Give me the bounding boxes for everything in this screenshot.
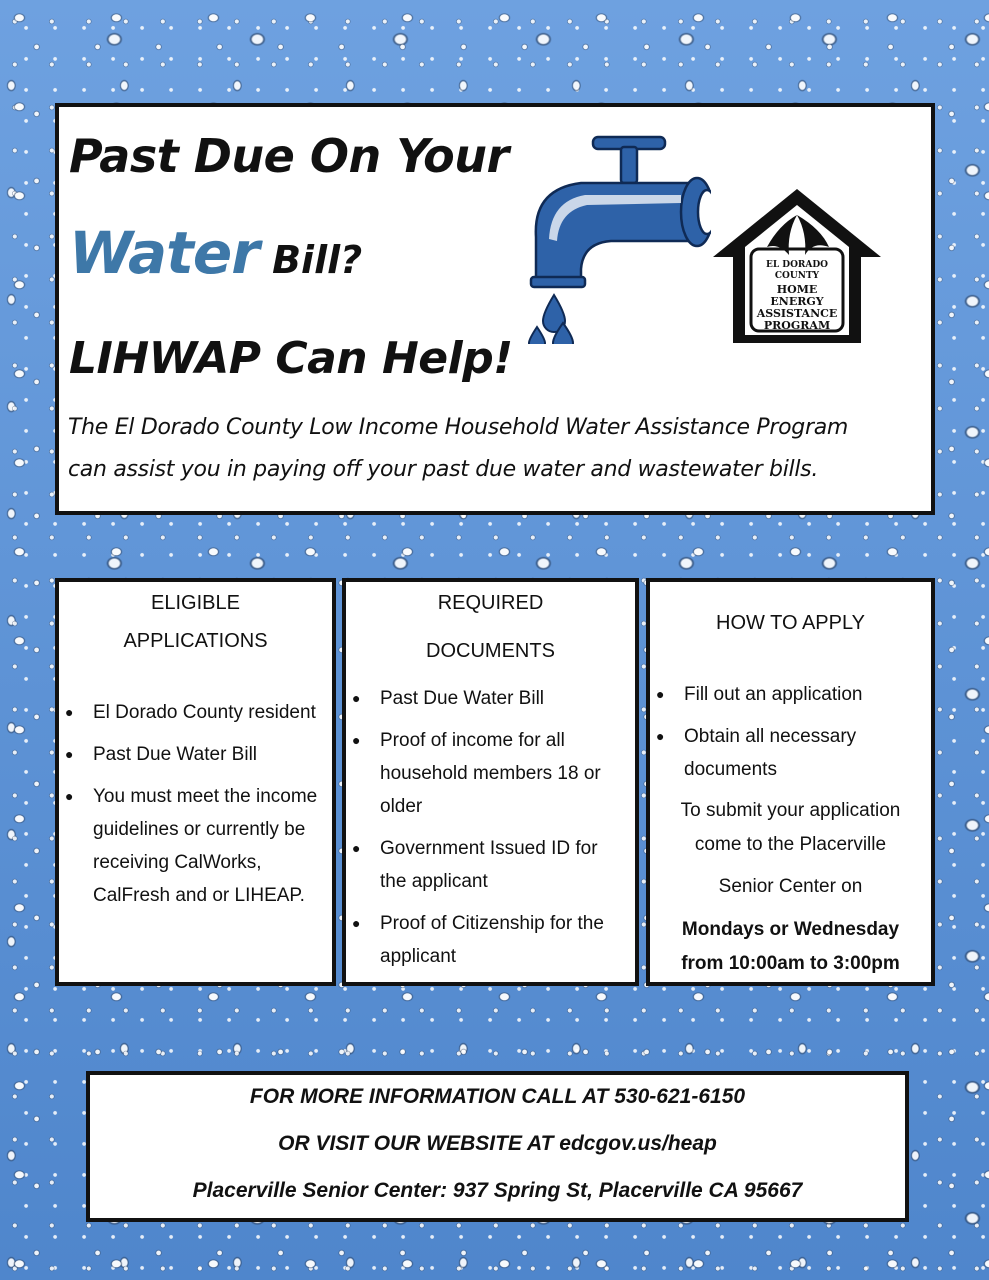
apply-item: ● Obtain all necessary documents [650, 720, 931, 786]
required-item: ● Government Issued ID for the applicant [346, 832, 635, 898]
faucet-icon [521, 129, 711, 344]
required-list [346, 682, 635, 982]
required-box [342, 578, 639, 986]
eligible-title-line-1: ELIGIBLE [151, 592, 240, 614]
submit-line-3: Senior Center on [718, 876, 863, 897]
eligible-item: ● You must meet the income guidelines or currently be receiving CalWorks, CalFresh and or LIHEAP. [59, 780, 332, 912]
submit-line-1: To submit your application [680, 800, 901, 821]
logo-text-5: ASSISTANCE [756, 307, 838, 320]
eligible-list [59, 696, 332, 921]
apply-days: Mondays or Wednesday [681, 919, 900, 940]
bullet-icon: ● [352, 915, 361, 931]
bullet-icon: ● [65, 788, 74, 804]
apply-item: ● Fill out an application [650, 678, 931, 711]
bullet-icon: ● [352, 690, 361, 706]
eligible-item: ● El Dorado County resident [59, 696, 332, 729]
bill-word: Bill? [272, 238, 363, 282]
apply-box [646, 578, 935, 986]
intro-text [68, 407, 928, 491]
eligible-title-line-2: APPLICATIONS [123, 630, 268, 652]
bullet-icon: ● [65, 746, 74, 762]
bullet-icon: ● [656, 728, 665, 744]
eligible-item: ● Past Due Water Bill [59, 738, 332, 771]
required-title-line-1: REQUIRED [437, 592, 544, 614]
submit-line-2: come to the Placerville [694, 834, 887, 855]
footer-website: OR VISIT OUR WEBSITE AT edcgov.us/heap [278, 1132, 717, 1155]
footer-phone: FOR MORE INFORMATION CALL AT 530-621-6150 [249, 1085, 746, 1108]
required-item: ● Proof of Citizenship for the applicant [346, 907, 635, 973]
bullet-icon: ● [65, 704, 74, 720]
logo-text-1: EL DORADO [765, 260, 829, 270]
apply-list [650, 678, 931, 795]
eligible-box [55, 578, 336, 986]
apply-hours: from 10:00am to 3:00pm [681, 953, 900, 974]
water-word: Water [69, 219, 259, 287]
logo-text-3: HOME [776, 283, 818, 296]
bullet-icon: ● [352, 732, 361, 748]
intro-line-1: The El Dorado County Low Income Household Water Assistance Program [68, 415, 849, 440]
header-box [55, 103, 935, 515]
headline-line-2 [69, 219, 362, 287]
intro-line-2: can assist you in paying off your past due water and wastewater bills. [68, 457, 819, 482]
headline-line-3: LIHWAP Can Help! [69, 333, 513, 384]
headline-line-1: Past Due On Your [69, 129, 509, 183]
logo-text-2: COUNTY [774, 271, 820, 281]
required-item: ● Past Due Water Bill [346, 682, 635, 715]
footer-address: Placerville Senior Center: 937 Spring St, Placerville CA 95667 [192, 1179, 803, 1202]
logo-text-4: ENERGY [770, 295, 824, 308]
bullet-icon: ● [656, 686, 665, 702]
footer-box [86, 1071, 909, 1222]
heap-logo [709, 185, 885, 347]
required-item: ● Proof of income for all household members 18 or older [346, 724, 635, 823]
bullet-icon: ● [352, 840, 361, 856]
apply-title: HOW TO APPLY [716, 612, 865, 634]
required-title-line-2: DOCUMENTS [426, 640, 555, 662]
logo-text-6: PROGRAM [763, 319, 831, 332]
